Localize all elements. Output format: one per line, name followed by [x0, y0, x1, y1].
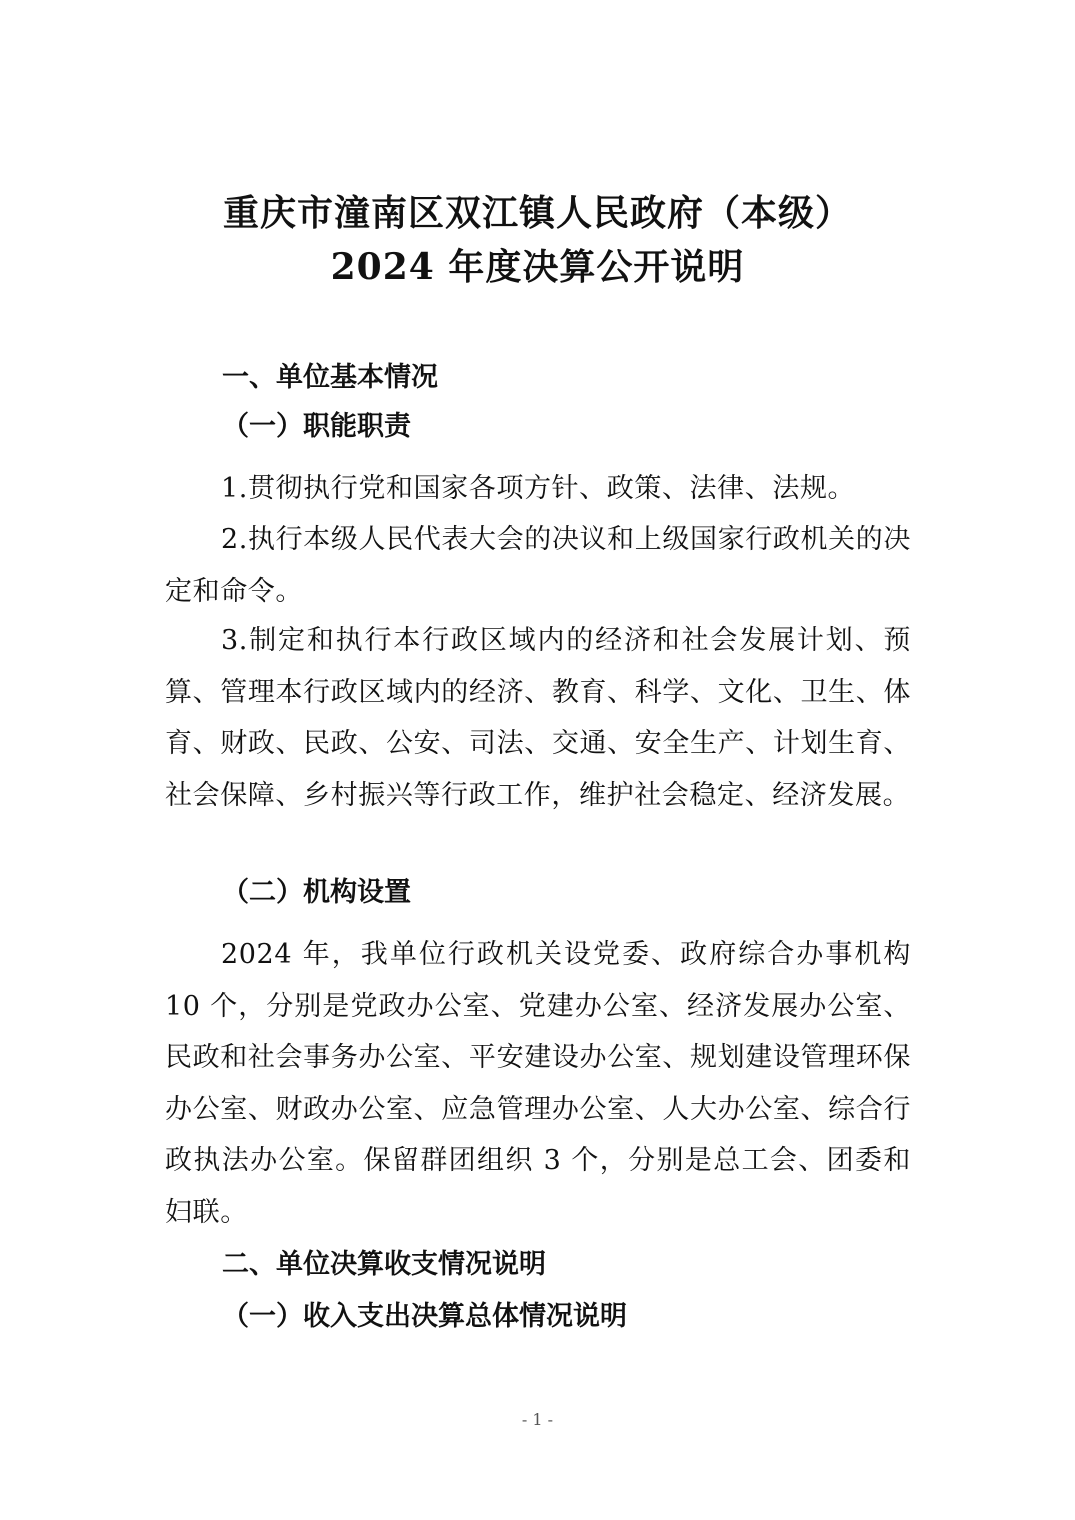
section2-heading: 二、单位决算收支情况说明	[222, 1249, 546, 1280]
document-title-line2: 2024 年度决算公开说明	[330, 246, 745, 288]
section1-sub2-heading: （二）机构设置	[222, 877, 411, 908]
duty-item-2: 2.执行本级人民代表大会的决议和上级国家行政机关的决定和命令。	[165, 524, 911, 607]
section2-sub1-heading: （一）收入支出决算总体情况说明	[222, 1301, 627, 1332]
org-paragraph: 2024 年，我单位行政机关设党委、政府综合办事机构 10 个，分别是党政办公室、党建办公室、经济发展办公室、民政和社会事务办公室、平安建设办公室、规划建设管理环保办公室、财政办公室、应急管理办公室、人大办公室、综合行政执法办公室。保留群团组织 3 个，分别是总工会、团委和妇联。	[165, 939, 911, 1228]
section1-sub1-heading: （一）职能职责	[222, 411, 411, 442]
duty-item-1: 1.贯彻执行党和国家各项方针、政策、法律、法规。	[221, 473, 856, 504]
duty-item-3: 3.制定和执行本行政区域内的经济和社会发展计划、预算、管理本行政区域内的经济、教育、科学、文化、卫生、体育、财政、民政、公安、司法、交通、安全生产、计划生育、社会保障、乡村振兴等行政工作，维护社会稳定、经济发展。	[165, 625, 911, 811]
section1-heading: 一、单位基本情况	[222, 362, 438, 393]
page-number: - 1 -	[521, 1410, 554, 1429]
document-title-line1: 重庆市潼南区双江镇人民政府（本级）	[222, 192, 852, 234]
